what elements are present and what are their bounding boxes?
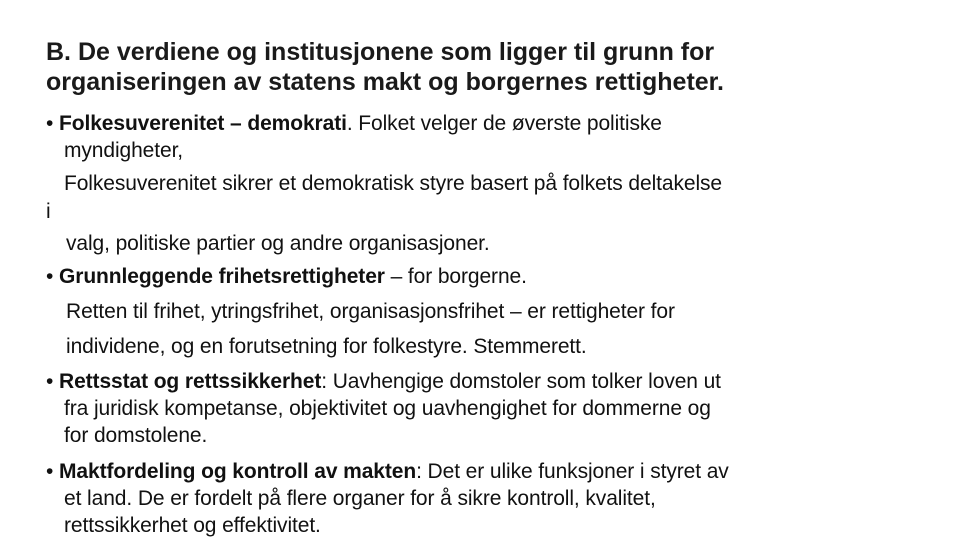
bullet-heading: Maktfordeling og kontroll av makten [59, 460, 417, 483]
bullet-marker: • [46, 265, 54, 288]
text-line: myndigheter, [64, 139, 184, 162]
bullet-marker: • [46, 112, 54, 135]
title-line-2: organiseringen av statens makt og borgernes rettigheter. [46, 68, 724, 96]
bullet-text: : Det er ulike funksjoner i styret av [416, 460, 729, 483]
bullet-frihetsrettigheter [46, 264, 527, 290]
bullet-text: . Folket velger de øverste politiske [346, 112, 662, 135]
slide-title [46, 37, 926, 97]
bullet-marker: • [46, 370, 54, 393]
text-line: for domstolene. [64, 424, 208, 447]
text-line: Folkesuverenitet sikrer et demokratisk styre basert på folkets deltakelse [64, 172, 722, 195]
text-line: i [46, 200, 51, 223]
bullet-folkesuverenitet [46, 111, 662, 137]
bullet-maktfordeling [46, 459, 729, 485]
text-line: Retten til frihet, ytringsfrihet, organisasjonsfrihet – er rettigheter for [66, 300, 675, 323]
bullet-heading: Rettsstat og rettssikkerhet [59, 370, 322, 393]
text-line: rettssikkerhet og effektivitet. [64, 514, 321, 537]
bullet-text: – for borgerne. [384, 265, 527, 288]
text-line: fra juridisk kompetanse, objektivitet og uavhengighet for dommerne og [64, 397, 711, 420]
text-line: individene, og en forutsetning for folkestyre. Stemmerett. [66, 335, 587, 358]
bullet-marker: • [46, 460, 54, 483]
bullet-rettsstat [46, 369, 721, 395]
title-line-1: B. De verdiene og institusjonene som ligger til grunn for [46, 38, 715, 66]
text-line: et land. De er fordelt på flere organer for å sikre kontroll, kvalitet, [64, 487, 656, 510]
bullet-heading: Folkesuverenitet – demokrati [59, 112, 347, 135]
bullet-heading: Grunnleggende frihetsrettigheter [59, 265, 385, 288]
text-line: valg, politiske partier og andre organisasjoner. [66, 232, 490, 255]
bullet-text: : Uavhengige domstoler som tolker loven ut [321, 370, 721, 393]
